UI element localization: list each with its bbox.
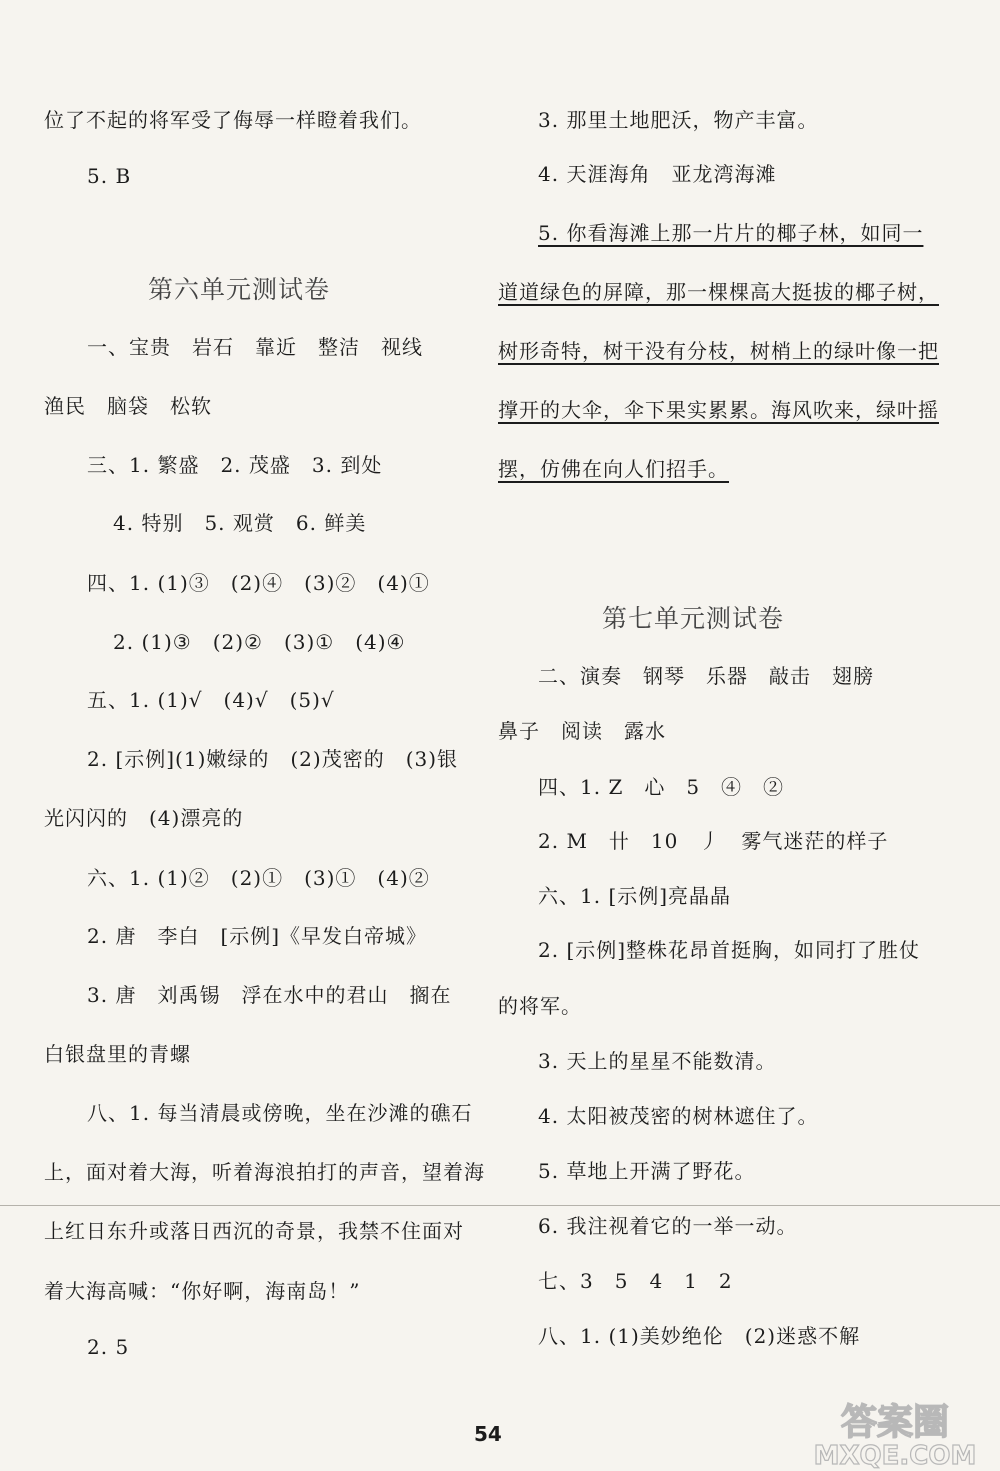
right-underlined-line1: 5. 你看海滩上那一片片的椰子林，如同一 <box>538 221 924 245</box>
right-underlined-line5: 摆，仿佛在向人们招手。 <box>498 457 729 481</box>
u6-section3-line1: 三、1. 繁盛 2. 茂盛 3. 到处 <box>87 453 383 477</box>
watermark-text-top: 答案圈 <box>840 1402 950 1443</box>
u7-section6-line6: 5. 草地上开满了野花。 <box>538 1159 756 1183</box>
u6-section5-line1: 五、1. (1)√ (4)√ (5)√ <box>87 688 335 712</box>
u7-section7: 七、3 5 4 1 2 <box>538 1269 733 1293</box>
u6-section1-line1: 一、宝贵 岩石 靠近 整洁 视线 <box>87 335 423 359</box>
right-underlined-line4: 撑开的大伞，伞下果实累累。海风吹来，绿叶摇 <box>498 398 939 422</box>
u7-section2-line2: 鼻子 阅读 露水 <box>498 719 666 743</box>
u6-section1-line2: 渔民 脑袋 松软 <box>44 394 212 418</box>
u6-section8-line5: 2. 5 <box>87 1335 130 1359</box>
u6-section8-line1: 八、1. 每当清晨或傍晚，坐在沙滩的礁石 <box>87 1101 473 1125</box>
page-number: 54 <box>474 1422 502 1446</box>
unit-6-title: 第六单元测试卷 <box>148 275 331 304</box>
u7-section6-line5: 4. 太阳被茂密的树林遮住了。 <box>538 1104 819 1128</box>
u6-section4-line2: 2. (1)③ (2)② (3)① (4)④ <box>113 630 406 654</box>
answer-5: 5. B <box>87 164 132 188</box>
watermark-logo <box>795 1392 995 1470</box>
u7-section8: 八、1. (1)美妙绝伦 (2)迷惑不解 <box>538 1324 861 1348</box>
u7-section6-line3: 的将军。 <box>498 994 582 1018</box>
u7-section4-line1: 四、1. Z 心 5 ④ ② <box>538 775 785 799</box>
u6-section5-line2: 2. [示例](1)嫩绿的 (2)茂密的 (3)银 <box>87 747 459 771</box>
scan-fold-line <box>0 1205 1000 1206</box>
right-line-3: 3. 那里土地肥沃，物产丰富。 <box>538 108 819 132</box>
u6-section3-line2: 4. 特别 5. 观赏 6. 鲜美 <box>113 511 367 535</box>
u7-section6-line4: 3. 天上的星星不能数清。 <box>538 1049 777 1073</box>
u6-section8-line3: 上红日东升或落日西沉的奇景，我禁不住面对 <box>44 1219 464 1243</box>
u7-section6-line7: 6. 我注视着它的一举一动。 <box>538 1214 798 1238</box>
u6-section4-line1: 四、1. (1)③ (2)④ (3)② (4)① <box>87 571 430 595</box>
u7-section4-line2: 2. M 卄 10 丿 雾气迷茫的样子 <box>538 829 889 853</box>
watermark-text-bottom: MXQE.COM <box>813 1441 977 1470</box>
right-underlined-line2: 道道绿色的屏障，那一棵棵高大挺拔的椰子树， <box>498 280 939 304</box>
u7-section6-line1: 六、1. [示例]亮晶晶 <box>538 884 732 908</box>
u6-section6-line3: 3. 唐 刘禹锡 浮在水中的君山 搁在 <box>87 983 452 1007</box>
unit-7-title: 第七单元测试卷 <box>602 604 785 633</box>
u6-section8-line4: 着大海高喊：“你好啊，海南岛！” <box>44 1279 361 1303</box>
u6-section5-line3: 光闪闪的 (4)漂亮的 <box>44 806 244 830</box>
u6-section6-line1: 六、1. (1)② (2)① (3)① (4)② <box>87 866 430 890</box>
u7-section2-line1: 二、演奏 钢琴 乐器 敲击 翅膀 <box>538 664 874 688</box>
right-line-4: 4. 天涯海角 亚龙湾海滩 <box>538 162 777 186</box>
u7-section6-line2: 2. [示例]整株花昂首挺胸，如同打了胜仗 <box>538 938 921 962</box>
left-intro-line: 位了不起的将军受了侮辱一样瞪着我们。 <box>44 108 422 132</box>
u6-section6-line4: 白银盘里的青螺 <box>44 1042 191 1066</box>
u6-section8-line2: 上，面对着大海，听着海浪拍打的声音，望着海 <box>44 1160 485 1184</box>
u6-section6-line2: 2. 唐 李白 [示例]《早发白帝城》 <box>87 924 428 948</box>
right-underlined-line3: 树形奇特，树干没有分枝，树梢上的绿叶像一把 <box>498 339 939 363</box>
